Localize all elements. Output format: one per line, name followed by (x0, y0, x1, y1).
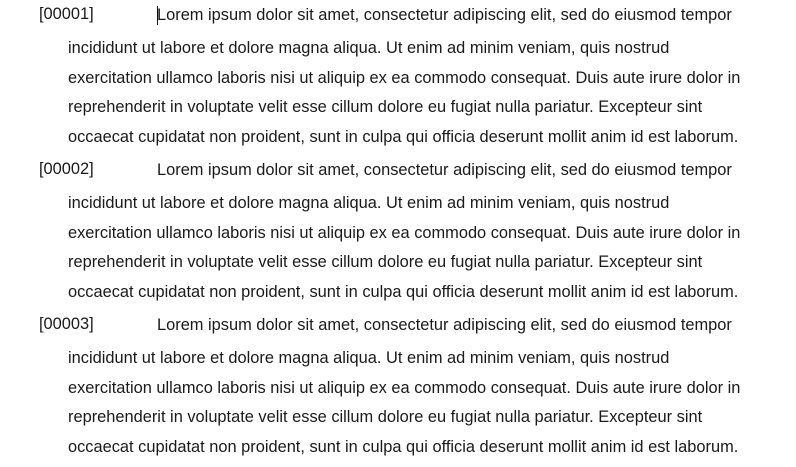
paragraph-number: [00002] (39, 160, 94, 178)
numbered-paragraph[interactable] (0, 310, 796, 460)
paragraph-line[interactable]: Lorem ipsum dolor sit amet, consectetur adipiscing elit, sed do eiusmod tempor (157, 6, 732, 24)
paragraph-line[interactable]: occaecat cupidatat non proident, sunt in culpa qui officia deserunt mollit anim id est laborum. (68, 283, 739, 301)
paragraph-line[interactable]: occaecat cupidatat non proident, sunt in culpa qui officia deserunt mollit anim id est laborum. (68, 128, 739, 146)
paragraph-line[interactable]: Lorem ipsum dolor sit amet, consectetur adipiscing elit, sed do eiusmod tempor (157, 316, 732, 334)
paragraph-line[interactable]: reprehenderit in voluptate velit esse cillum dolore eu fugiat nulla pariatur. Excepteur sint (68, 253, 703, 271)
paragraph-number: [00001] (39, 5, 94, 23)
paragraph-line[interactable]: reprehenderit in voluptate velit esse cillum dolore eu fugiat nulla pariatur. Excepteur sint (68, 98, 703, 116)
paragraph-line[interactable]: exercitation ullamco laboris nisi ut aliquip ex ea commodo consequat. Duis aute irure dolor in (68, 379, 741, 397)
paragraph-line[interactable]: occaecat cupidatat non proident, sunt in culpa qui officia deserunt mollit anim id est laborum. (68, 438, 739, 456)
paragraph-line[interactable]: incididunt ut labore et dolore magna aliqua. Ut enim ad minim veniam, quis nostrud (68, 39, 670, 57)
numbered-paragraph[interactable] (0, 0, 796, 150)
paragraph-line[interactable]: reprehenderit in voluptate velit esse cillum dolore eu fugiat nulla pariatur. Excepteur sint (68, 408, 703, 426)
paragraph-line[interactable]: exercitation ullamco laboris nisi ut aliquip ex ea commodo consequat. Duis aute irure dolor in (68, 224, 741, 242)
paragraph-line[interactable]: Lorem ipsum dolor sit amet, consectetur adipiscing elit, sed do eiusmod tempor (157, 161, 732, 179)
paragraph-number: [00003] (39, 315, 94, 333)
numbered-paragraph[interactable] (0, 155, 796, 305)
paragraph-line[interactable]: incididunt ut labore et dolore magna aliqua. Ut enim ad minim veniam, quis nostrud (68, 349, 670, 367)
paragraph-line[interactable]: exercitation ullamco laboris nisi ut aliquip ex ea commodo consequat. Duis aute irure dolor in (68, 69, 741, 87)
paragraph-line[interactable]: incididunt ut labore et dolore magna aliqua. Ut enim ad minim veniam, quis nostrud (68, 194, 670, 212)
